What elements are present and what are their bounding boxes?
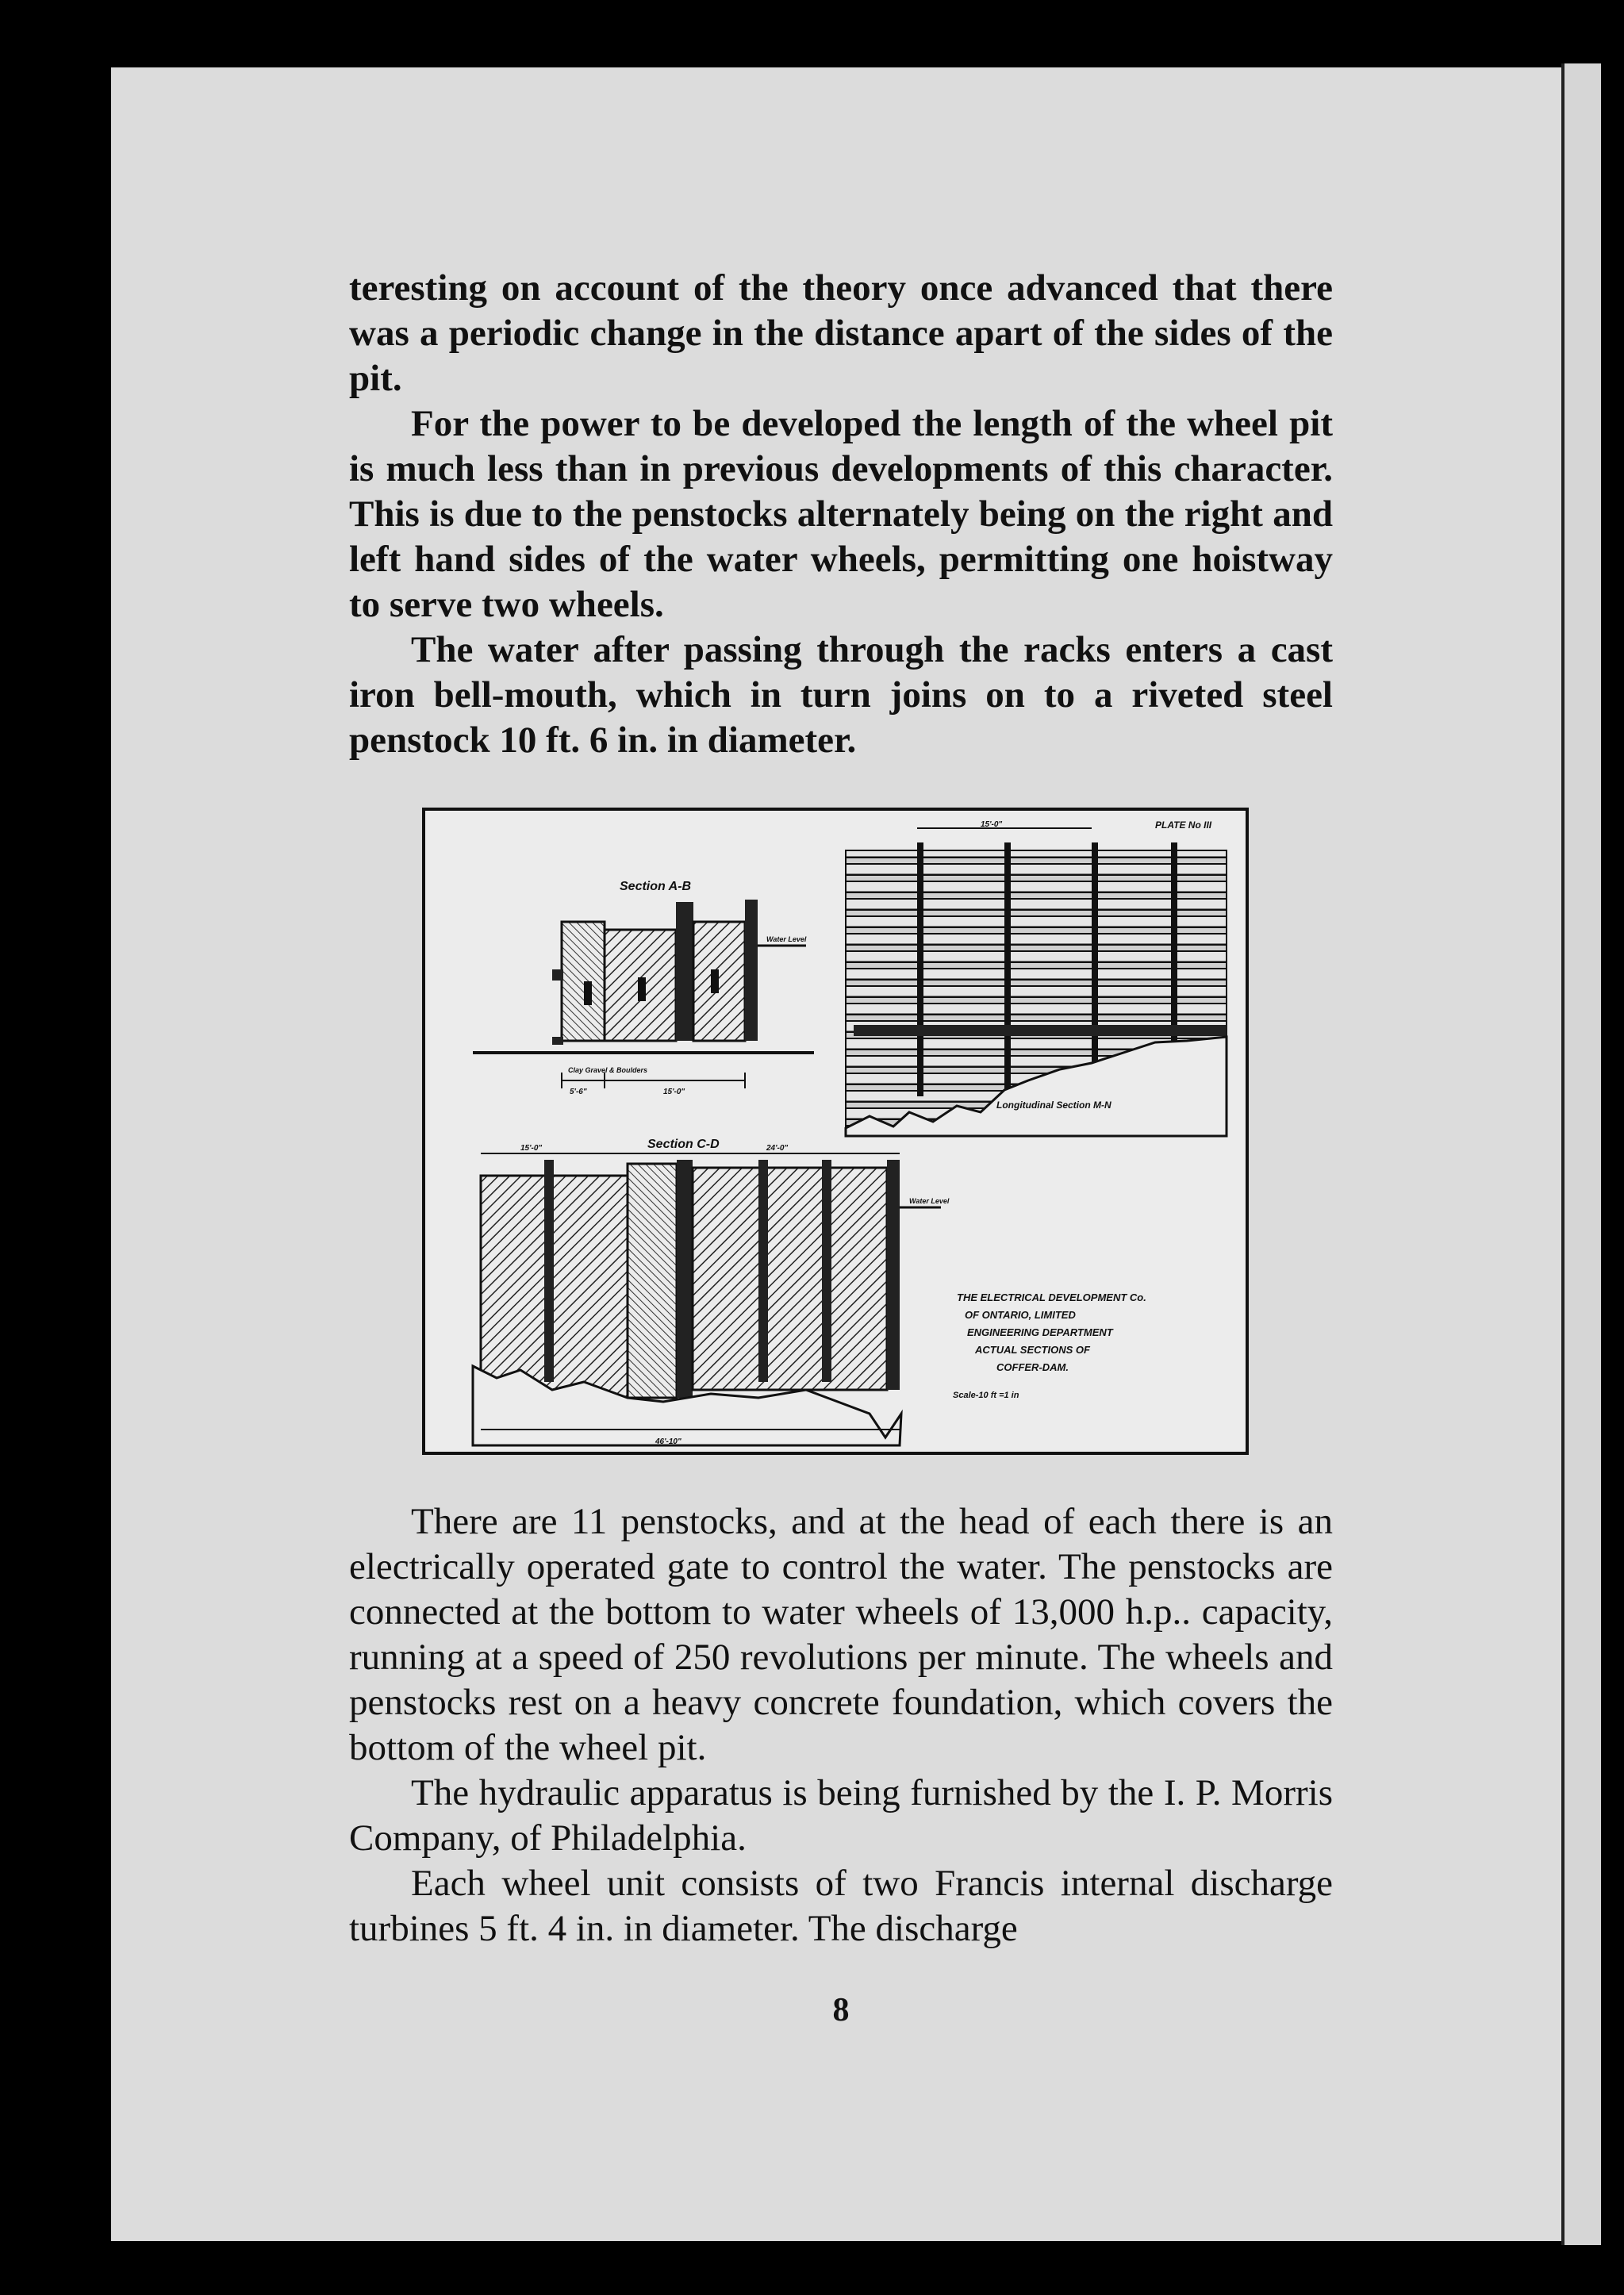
paragraph: The water after passing through the racks enters a cast iron bell-mouth, which in turn joins on to a riveted steel penstock 10 ft. 6 in. in diameter. [349,629,1333,761]
coffer-dam-figure [422,808,1249,1455]
longitudinal-section-label: Longitudinal Section M-N [996,1100,1111,1111]
text-block-bottom [349,1499,1333,1952]
section-cd-label: Section C-D [647,1138,720,1151]
paragraph: teresting on account of the theory once advanced that there was a periodic change in the distance apart of the sides of the pit. [349,267,1333,399]
dimension-label: 5'-6" [570,1088,587,1096]
water-level-label: Water Level [766,935,807,943]
title-line: OF ONTARIO, LIMITED [965,1309,1076,1321]
paragraph: The hydraulic apparatus is being furnished by the I. P. Morris Company, of Philadelphia. [349,1772,1333,1859]
drawing-title-block [953,1291,1146,1400]
dimension-label: 24'-0" [766,1144,789,1153]
title-line: ENGINEERING DEPARTMENT [967,1326,1113,1338]
facing-page-edge [1561,63,1601,2245]
section-ab-drawing [473,900,814,1088]
plate-label: PLATE No III [1155,819,1212,831]
scale-label: Scale-10 ft =1 in [953,1391,1019,1400]
paragraph: There are 11 penstocks, and at the head of each there is an electrically operated gate to control the water. The penstocks are connected at the bottom to water wheels of 13,000 h.p.. capacity, running at a speed of 250 revolutions per minute. The wheels and penstocks rest on a heavy concrete foundation, which covers the bottom of the wheel pit. [349,1501,1333,1768]
section-cd-drawing [473,1153,941,1445]
paragraph: Each wheel unit consists of two Francis internal discharge turbines 5 ft. 4 in. in diameter. The discharge [349,1863,1333,1949]
text-block-top [349,266,1333,763]
title-line: THE ELECTRICAL DEVELOPMENT Co. [957,1291,1146,1303]
longitudinal-section-drawing [846,828,1227,1136]
section-ab-label: Section A-B [620,880,692,893]
paragraph: For the power to be developed the length of the wheel pit is much less than in previous developments of this character. This is due to the penstocks alternately being on the right and left hand sides of the water wheels, permitting one hoistway to serve two wheels. [349,403,1333,625]
dimension-label: 15'-0" [520,1144,543,1153]
dimension-label: 15'-0" [663,1088,685,1096]
coffer-dam-drawing [425,811,1246,1452]
water-level-label: Water Level [909,1197,950,1205]
title-line: ACTUAL SECTIONS OF [975,1344,1090,1356]
clay-label: Clay Gravel & Boulders [568,1066,648,1074]
dimension-label: 46'-10" [655,1437,681,1446]
title-line: COFFER-DAM. [996,1361,1069,1373]
page-number: 8 [832,1992,850,2028]
dimension-label: 15'-0" [981,820,1003,829]
